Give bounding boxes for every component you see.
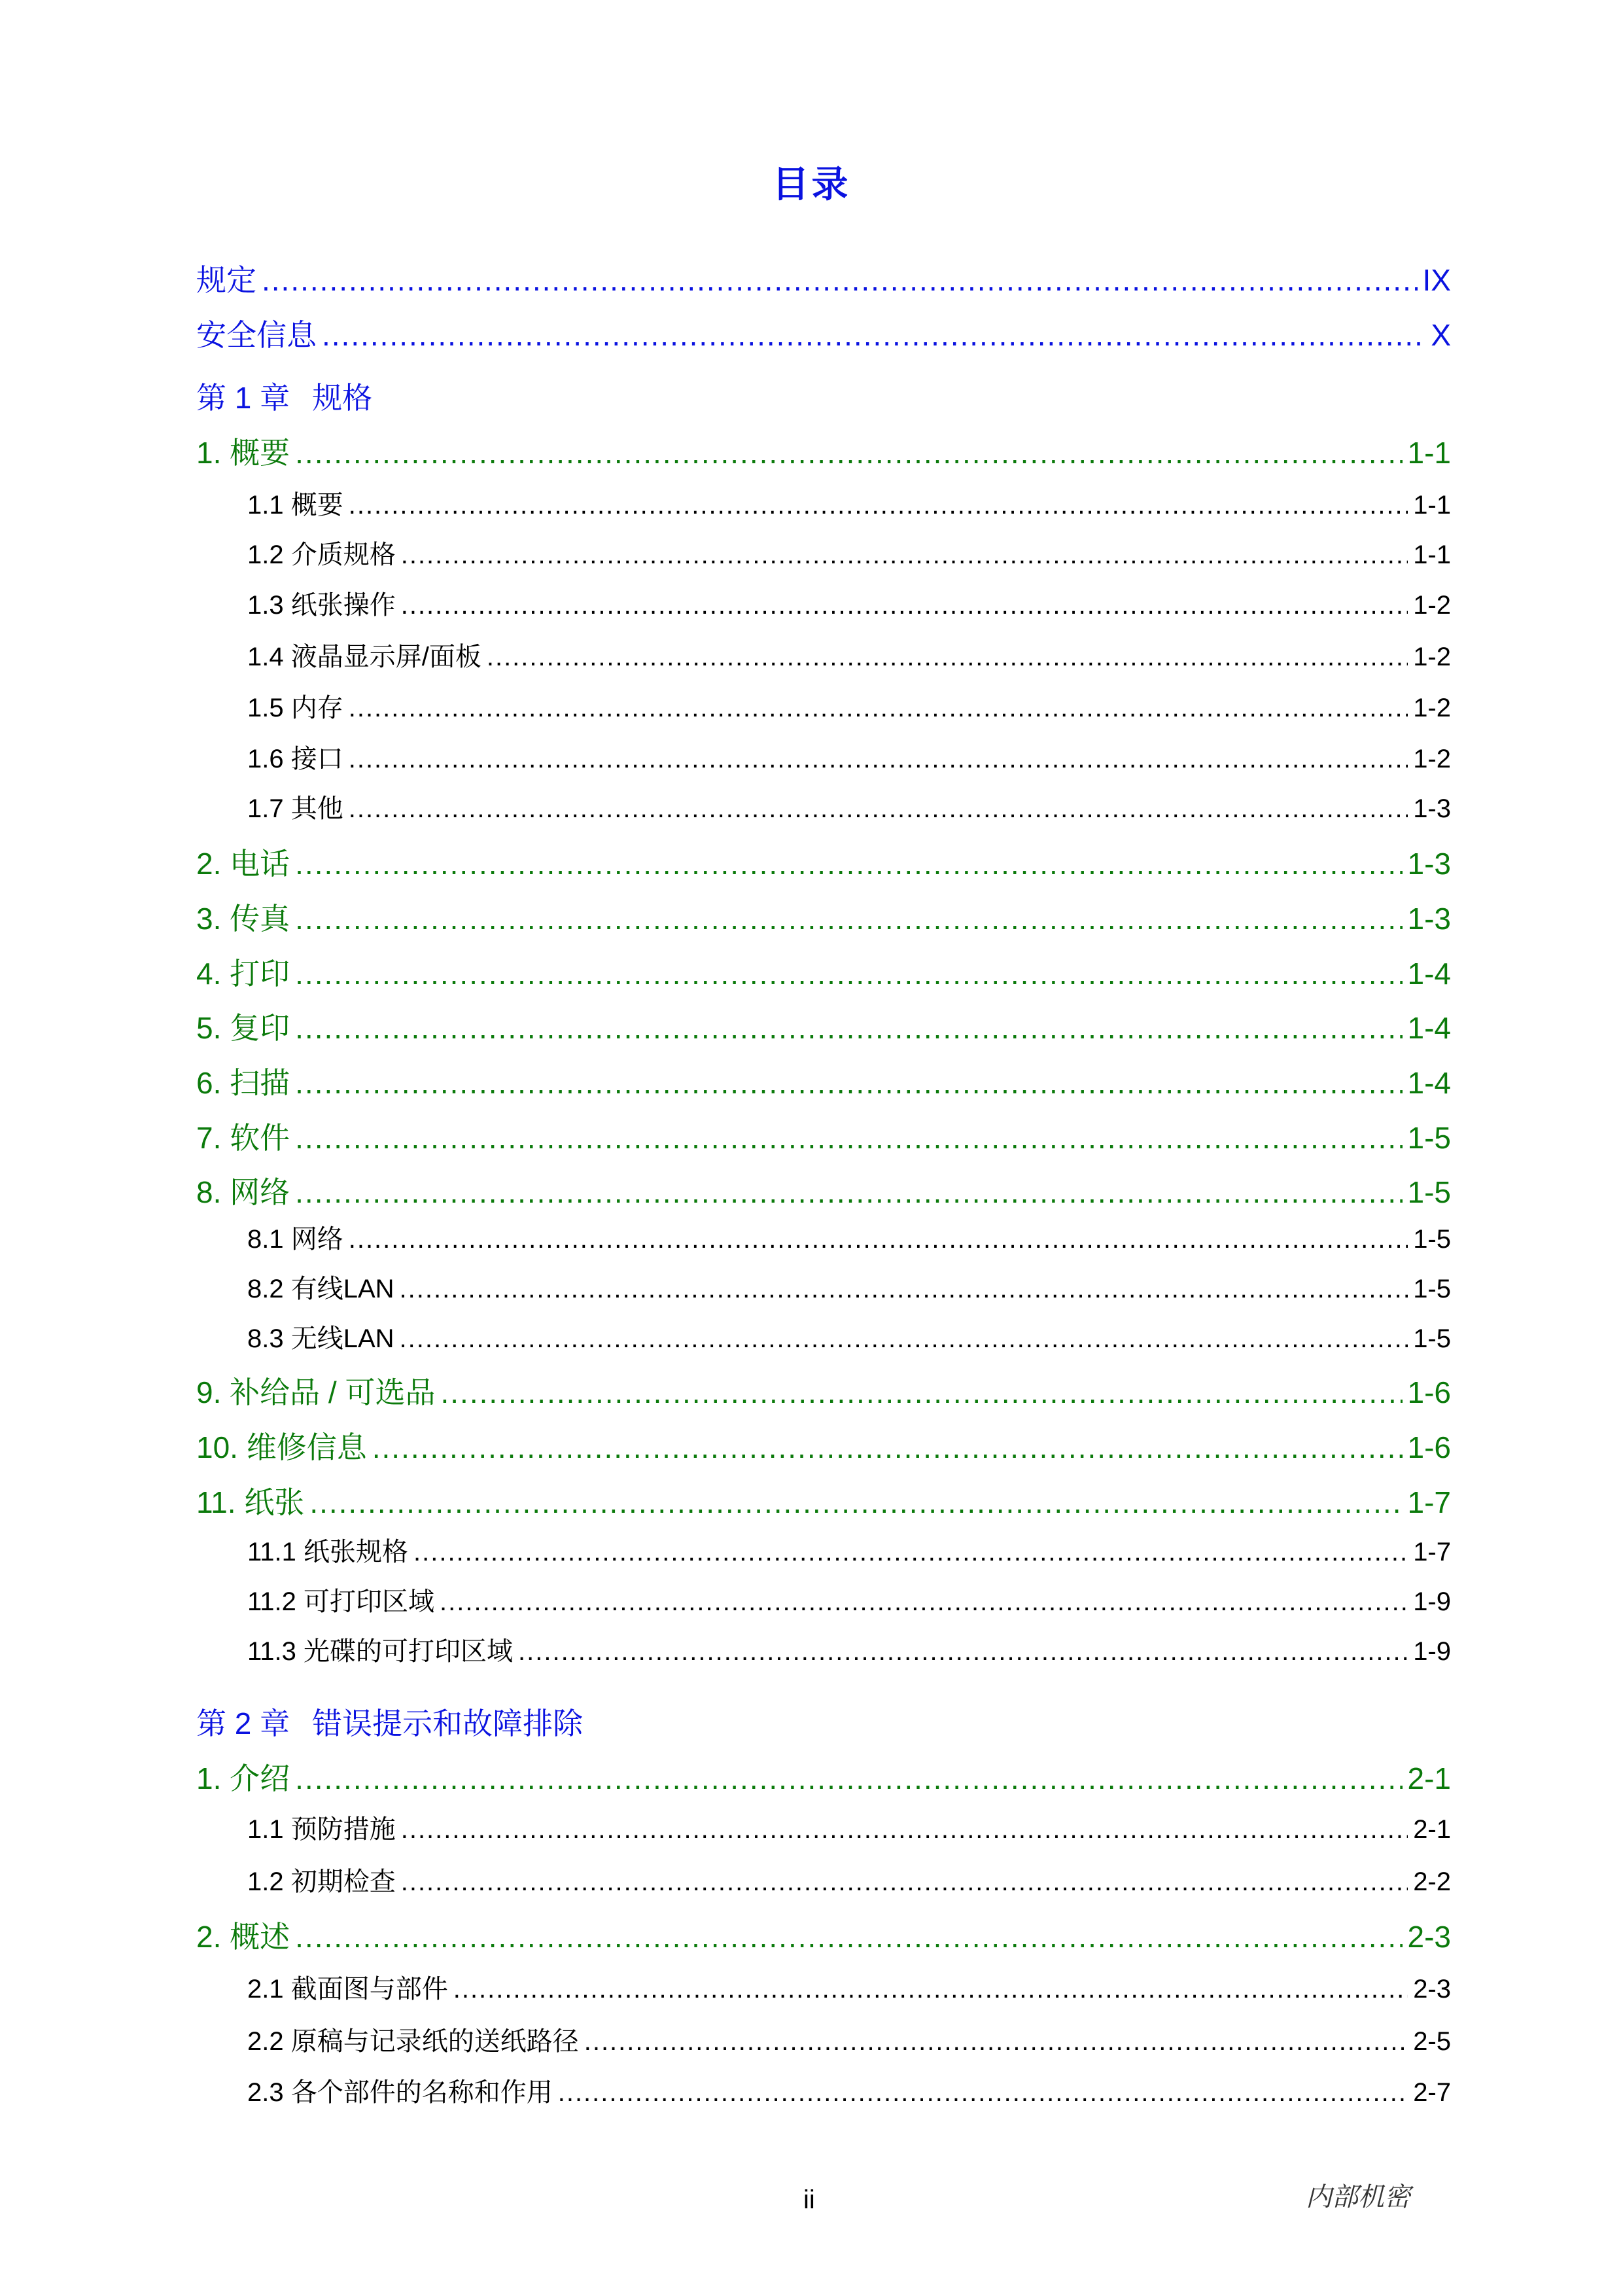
chapter-title: 规格 xyxy=(312,381,373,415)
toc-entry-page: 1-4 xyxy=(1407,957,1451,991)
dot-leader xyxy=(401,591,1408,620)
dot-leader xyxy=(322,317,1425,353)
toc-entry-label: 2. 电话 xyxy=(196,847,290,881)
toc-entry[interactable] xyxy=(196,950,1451,993)
toc-entry[interactable] xyxy=(247,1631,1451,1668)
toc-entry-label: 2.3 各个部件的名称和作用 xyxy=(247,2078,553,2107)
dot-leader xyxy=(440,1375,1402,1410)
toc-entry-label: 安全信息 xyxy=(196,318,317,352)
toc-entry-page: 1-3 xyxy=(1407,847,1451,881)
toc-entry-page: 2-1 xyxy=(1413,1815,1451,1844)
toc-entry-label: 8.3 无线LAN xyxy=(247,1324,394,1353)
toc-entry-page: 1-6 xyxy=(1407,1375,1451,1409)
toc-entry-label: 2.2 原稿与记录纸的送纸路径 xyxy=(247,2027,579,2056)
dot-leader xyxy=(295,435,1402,470)
toc-entry-page: IX xyxy=(1422,263,1451,297)
chapter-number: 第 2 章 xyxy=(196,1706,290,1740)
toc-entry[interactable] xyxy=(247,1809,1451,1846)
toc-entry-label: 3. 传真 xyxy=(196,902,290,936)
toc-entry-label: 10. 维修信息 xyxy=(196,1430,367,1464)
toc-entry-page: 1-2 xyxy=(1413,643,1451,671)
toc-entry[interactable] xyxy=(196,1114,1451,1157)
dot-leader xyxy=(295,1919,1402,1954)
toc-entry[interactable] xyxy=(247,1218,1451,1256)
toc-entry-label: 1. 介绍 xyxy=(196,1761,290,1795)
toc-entry-page: 1-4 xyxy=(1407,1066,1451,1100)
dot-leader xyxy=(372,1430,1403,1465)
toc-entry[interactable] xyxy=(196,1169,1451,1212)
dot-leader xyxy=(401,540,1408,570)
dot-leader xyxy=(453,1975,1408,2004)
dot-leader xyxy=(400,1324,1408,1354)
toc-entry-label: 11.2 可打印区域 xyxy=(247,1587,434,1616)
toc-entry-page: 1-9 xyxy=(1413,1587,1451,1616)
toc-entry-page: 1-2 xyxy=(1413,591,1451,620)
dot-leader xyxy=(295,901,1402,936)
toc-entry-label: 7. 软件 xyxy=(196,1121,290,1155)
chapter-number: 第 1 章 xyxy=(196,381,290,415)
toc-entry-label: 1.2 介质规格 xyxy=(247,540,396,569)
chapter-1-heading[interactable] xyxy=(196,374,372,417)
toc-entry-page: 1-6 xyxy=(1407,1430,1451,1464)
toc-entry-regulations[interactable] xyxy=(196,256,1451,300)
toc-entry-page: 2-2 xyxy=(1413,1867,1451,1896)
dot-leader xyxy=(413,1538,1408,1567)
dot-leader xyxy=(262,262,1418,298)
toc-entry-page: 1-1 xyxy=(1407,436,1451,470)
toc-entry[interactable] xyxy=(247,1318,1451,1355)
dot-leader xyxy=(295,1010,1402,1046)
toc-entry-label: 1.1 概要 xyxy=(247,491,343,520)
toc-entry-page: 1-3 xyxy=(1413,794,1451,823)
toc-entry-label: 2. 概述 xyxy=(196,1920,290,1954)
dot-leader xyxy=(487,643,1408,672)
toc-entry-label: 8.2 有线LAN xyxy=(247,1275,394,1303)
toc-entry[interactable] xyxy=(196,1004,1451,1048)
toc-entry[interactable] xyxy=(247,788,1451,825)
dot-leader xyxy=(349,794,1408,824)
toc-entry-page: 1-5 xyxy=(1413,1275,1451,1303)
toc-entry[interactable] xyxy=(247,484,1451,521)
dot-leader xyxy=(349,1225,1408,1254)
toc-entry-label: 1. 概要 xyxy=(196,436,290,470)
chapter-title: 错误提示和故障排除 xyxy=(312,1706,584,1740)
toc-entry-page: 1-2 xyxy=(1413,745,1451,773)
dot-leader xyxy=(401,1815,1408,1845)
dot-leader xyxy=(349,491,1408,520)
toc-entry-page: 1-5 xyxy=(1407,1121,1451,1155)
toc-title: 目录 xyxy=(772,164,851,205)
toc-entry[interactable] xyxy=(196,840,1451,883)
toc-entry-page: 2-3 xyxy=(1413,1975,1451,2004)
toc-entry-label: 5. 复印 xyxy=(196,1011,290,1045)
dot-leader xyxy=(349,745,1408,774)
toc-entry[interactable] xyxy=(247,534,1451,571)
toc-entry-label: 规定 xyxy=(196,263,256,297)
toc-entry-page: 1-3 xyxy=(1407,902,1451,936)
toc-entry[interactable] xyxy=(196,429,1451,472)
dot-leader xyxy=(295,1120,1402,1156)
dot-leader xyxy=(349,694,1408,723)
toc-entry-label: 1.3 纸张操作 xyxy=(247,591,396,620)
toc-entry[interactable] xyxy=(247,1268,1451,1305)
toc-entry-page: 1-9 xyxy=(1413,1637,1451,1666)
toc-entry-label: 11.1 纸张规格 xyxy=(247,1538,408,1566)
toc-entry-safety-info[interactable] xyxy=(196,311,1451,355)
toc-entry-page: 1-7 xyxy=(1407,1485,1451,1519)
toc-entry-page: 1-5 xyxy=(1413,1225,1451,1254)
dot-leader xyxy=(295,1174,1402,1210)
toc-entry-label: 6. 扫描 xyxy=(196,1066,290,1100)
toc-entry[interactable] xyxy=(196,1913,1451,1956)
toc-entry[interactable] xyxy=(247,1581,1451,1618)
dot-leader xyxy=(295,956,1402,991)
toc-entry[interactable] xyxy=(196,1479,1451,1522)
dot-leader xyxy=(295,1065,1402,1101)
dot-leader xyxy=(309,1485,1402,1520)
toc-entry-page: 2-5 xyxy=(1413,2027,1451,2056)
toc-entry[interactable] xyxy=(247,687,1451,724)
toc-entry-label: 11. 纸张 xyxy=(196,1485,305,1519)
chapter-2-heading[interactable] xyxy=(196,1700,583,1743)
toc-entry[interactable] xyxy=(196,1059,1451,1103)
toc-entry-label: 1.4 液晶显示屏/面板 xyxy=(247,643,481,671)
dot-leader xyxy=(295,846,1402,881)
dot-leader xyxy=(558,2078,1408,2108)
toc-entry[interactable] xyxy=(196,1369,1451,1412)
toc-entry[interactable] xyxy=(247,2021,1451,2058)
toc-entry-page: 1-7 xyxy=(1413,1538,1451,1566)
toc-entry-label: 1.5 内存 xyxy=(247,694,343,722)
toc-entry-label: 2.1 截面图与部件 xyxy=(247,1975,448,2004)
toc-entry-label: 8.1 网络 xyxy=(247,1225,343,1254)
toc-entry[interactable] xyxy=(196,1755,1451,1798)
toc-entry-page: 2-7 xyxy=(1413,2078,1451,2107)
toc-entry[interactable] xyxy=(196,895,1451,938)
toc-entry-label: 1.1 预防措施 xyxy=(247,1815,396,1844)
toc-entry-page: 2-3 xyxy=(1407,1920,1451,1954)
toc-entry[interactable] xyxy=(247,1531,1451,1568)
toc-entry[interactable] xyxy=(247,584,1451,622)
dot-leader xyxy=(584,2027,1408,2057)
toc-entry-label: 1.6 接口 xyxy=(247,745,343,773)
toc-entry-page: 1-2 xyxy=(1413,694,1451,722)
toc-entry[interactable] xyxy=(247,636,1451,673)
toc-entry-page: 1-4 xyxy=(1407,1011,1451,1045)
dot-leader xyxy=(400,1275,1408,1304)
toc-entry-label: 9. 补给品 / 可选品 xyxy=(196,1375,436,1409)
confidential-mark: 内部机密 xyxy=(1306,2182,1410,2212)
dot-leader xyxy=(518,1637,1408,1667)
toc-entry[interactable] xyxy=(247,1861,1451,1898)
toc-entry-page: 1-1 xyxy=(1413,540,1451,569)
dot-leader xyxy=(440,1587,1408,1617)
toc-entry-page: 1-5 xyxy=(1407,1175,1451,1209)
toc-entry[interactable] xyxy=(196,1424,1451,1467)
toc-entry[interactable] xyxy=(247,2072,1451,2109)
dot-leader xyxy=(401,1867,1408,1897)
toc-entry-label: 1.2 初期检查 xyxy=(247,1867,396,1896)
toc-entry[interactable] xyxy=(247,738,1451,775)
dot-leader xyxy=(295,1761,1402,1796)
page-number: ii xyxy=(803,2185,815,2214)
toc-entry-page: 2-1 xyxy=(1407,1761,1451,1795)
toc-entry-label: 11.3 光碟的可打印区域 xyxy=(247,1637,513,1666)
toc-entry-label: 8. 网络 xyxy=(196,1175,290,1209)
toc-entry-label: 4. 打印 xyxy=(196,957,290,991)
toc-entry[interactable] xyxy=(247,1968,1451,2005)
toc-entry-label: 1.7 其他 xyxy=(247,794,343,823)
toc-entry-page: 1-5 xyxy=(1413,1324,1451,1353)
toc-entry-page: X xyxy=(1431,318,1451,352)
toc-entry-page: 1-1 xyxy=(1413,491,1451,520)
